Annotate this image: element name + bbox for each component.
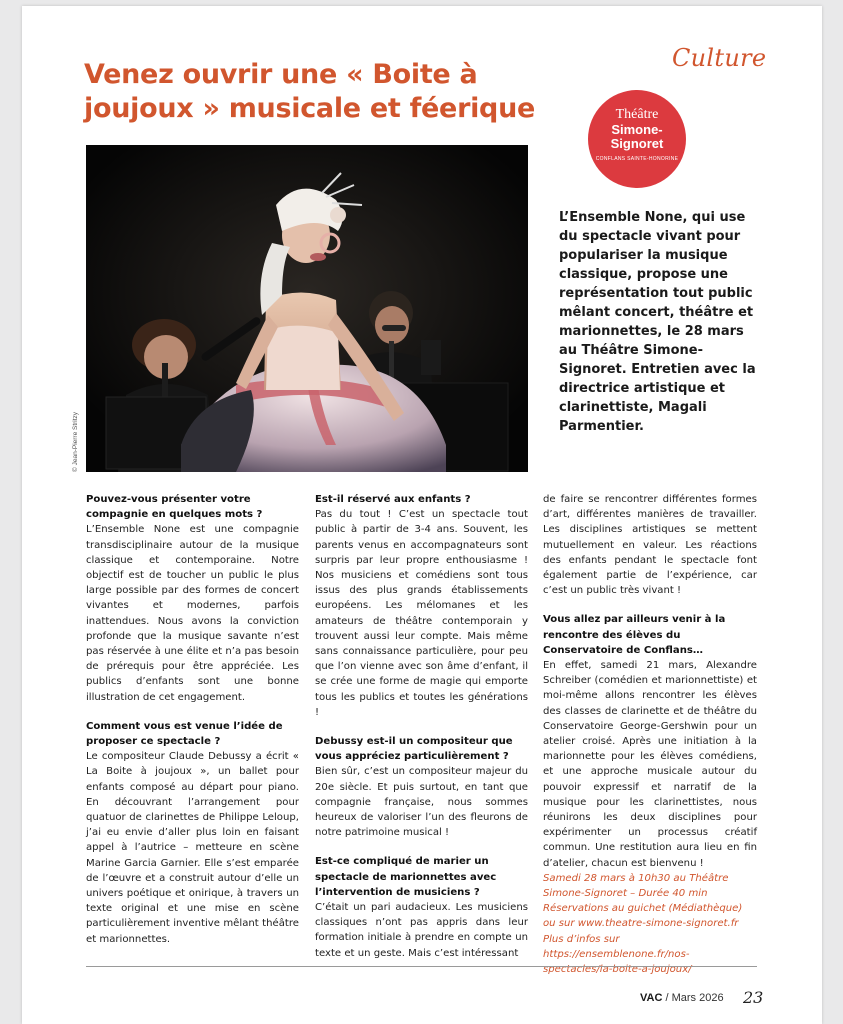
footer-issue — [640, 992, 724, 1004]
logo-line-signoret: Signoret — [610, 136, 664, 151]
theatre-logo — [588, 90, 686, 188]
question-heading: Pouvez-vous présenter votre compagnie en quelques mots ? — [86, 494, 263, 521]
answer-paragraph: Le compositeur Claude Debussy a écrit « La Boite à joujoux », un ballet pour enfants composé au départ pour piano. En découvrant l’arrangement pour quatuor de clarinettes de Philippe Leloup, j’ai eu envie d’aller plus loin en faisant appel à l’autrice – metteure en scène Marine Garcia Garnier. Elle s’est emparée de l’œuvre et a construit autour d’elle un univers poétique et onirique, à travers un texte original et une mise en scène particulièrement inventive mêlant théâtre et marionnettes. — [86, 751, 299, 945]
footer-issue-date: / Mars 2026 — [662, 992, 724, 1004]
answer-paragraph: C’était un pari audacieux. Les musiciens classiques n’ont pas appris dans leur formation initiale à prendre en compte un texte et un geste. Mais c’est intéressant — [315, 902, 528, 959]
text-column-1 — [86, 492, 299, 947]
article-headline: Venez ouvrir une « Boite à joujoux » musicale et féerique — [84, 59, 536, 124]
answer-paragraph: Pas du tout ! C’est un spectacle tout public à partir de 3-4 ans. Souvent, les parents venus en accompagnateurs sont surpris par leur propre enthousiasme ! Nos musiciens et comédiens sont tous issus des plus grands établissements européens. Les mélomanes et les amateurs de théâtre contemporain y trouvent aussi leur compte. Mais même sans connaissance particulière, pour peu que l’on vienne avec son âme d’enfant, il se crée une forme de magie qui emporte tous les publics et toutes les générations ! — [315, 509, 528, 718]
performance-photo-illustration — [86, 145, 528, 472]
question-heading: Est-ce compliqué de marier un spectacle de marionnettes avec l’intervention de musiciens ? — [315, 856, 497, 898]
footer-divider — [86, 966, 757, 967]
question-heading: Vous allez par ailleurs venir à la rencontre des élèves du Conservatoire de Conflans… — [543, 614, 726, 656]
logo-line-simone: Simone- — [611, 122, 663, 137]
page-number: 23 — [743, 988, 764, 1007]
question-heading: Debussy est-il un compositeur que vous appréciez particulièrement ? — [315, 736, 513, 763]
logo-city: CONFLANS SAINTE-HONORINE — [595, 156, 679, 162]
answer-paragraph: de faire se rencontrer différentes formes d’art, différentes manières de travailler. Les disciplines artistiques se mettent mutuellement en valeur. Les réactions des enfants pendant le spectacle font également partie de l’expérience, car c’est un public très vivant ! — [543, 494, 757, 597]
answer-paragraph: Bien sûr, c’est un compositeur majeur du 20e siècle. Et puis surtout, en tant que compagnie française, nous sommes heureux de valoriser l’un des fleurons de notre patrimoine musical ! — [315, 766, 528, 839]
event-info: Samedi 28 mars à 10h30 au Théâtre Simone-Signoret – Durée 40 min Réservations au guichet (Médiathèque) ou sur www.theatre-simone-signoret.fr Plus d’infos sur https://ensemblenone.fr/nos-spectacles/la-boite-a-joujoux/ — [543, 872, 743, 976]
answer-paragraph: En effet, samedi 21 mars, Alexandre Schreiber (comédien et marionnettiste) et moi-même allons rencontrer les élèves des classes de clarinette et de théâtre du Conservatoire George-Gershwin pour un atelier croisé. Après une initiation à la marionnette pour les élèves comédiens, et une approche musicale autour du pouvoir expressif et narratif de la musique pour les clarinettistes, nous réunirons les deux disciplines pour expérimenter un processus créatif commun. Une restitution aura lieu en fin d’atelier, chacun est bienvenu ! — [543, 660, 757, 869]
logo-line-theatre: Théâtre — [615, 107, 659, 122]
text-column-2 — [315, 492, 528, 961]
footer-brand: VAC — [640, 992, 663, 1004]
answer-paragraph: L’Ensemble None est une compagnie transdisciplinaire autour de la musique classique et contemporaine. Notre objectif est de toucher un public le plus large possible par des formes de concert vivantes et modernes, parfois inattendues. Nous avons la conviction profonde que la musique savante n’est pas réservée à une élite et n’a pas besoin de prérequis pour être appréciée. Les publics d’enfants sont une bonne illustration de cet engagement. — [86, 524, 299, 703]
photo-credit — [72, 462, 82, 472]
text-column-3 — [543, 492, 757, 977]
question-heading: Comment vous est venue l’idée de proposer ce spectacle ? — [86, 720, 283, 748]
article-intro: L’Ensemble None, qui use du spectacle vivant pour populariser la musique classique, propose une représentation tout public mêlant concert, théâtre et marionnettes, le 28 mars au Théâtre Simone-Signoret. Entretien avec la directrice artistique et clarinettiste, Magali Parmentier. — [559, 210, 756, 434]
performance-photo — [86, 145, 528, 472]
section-label: Culture — [672, 44, 767, 72]
question-heading: Est-il réservé aux enfants ? — [315, 494, 471, 505]
